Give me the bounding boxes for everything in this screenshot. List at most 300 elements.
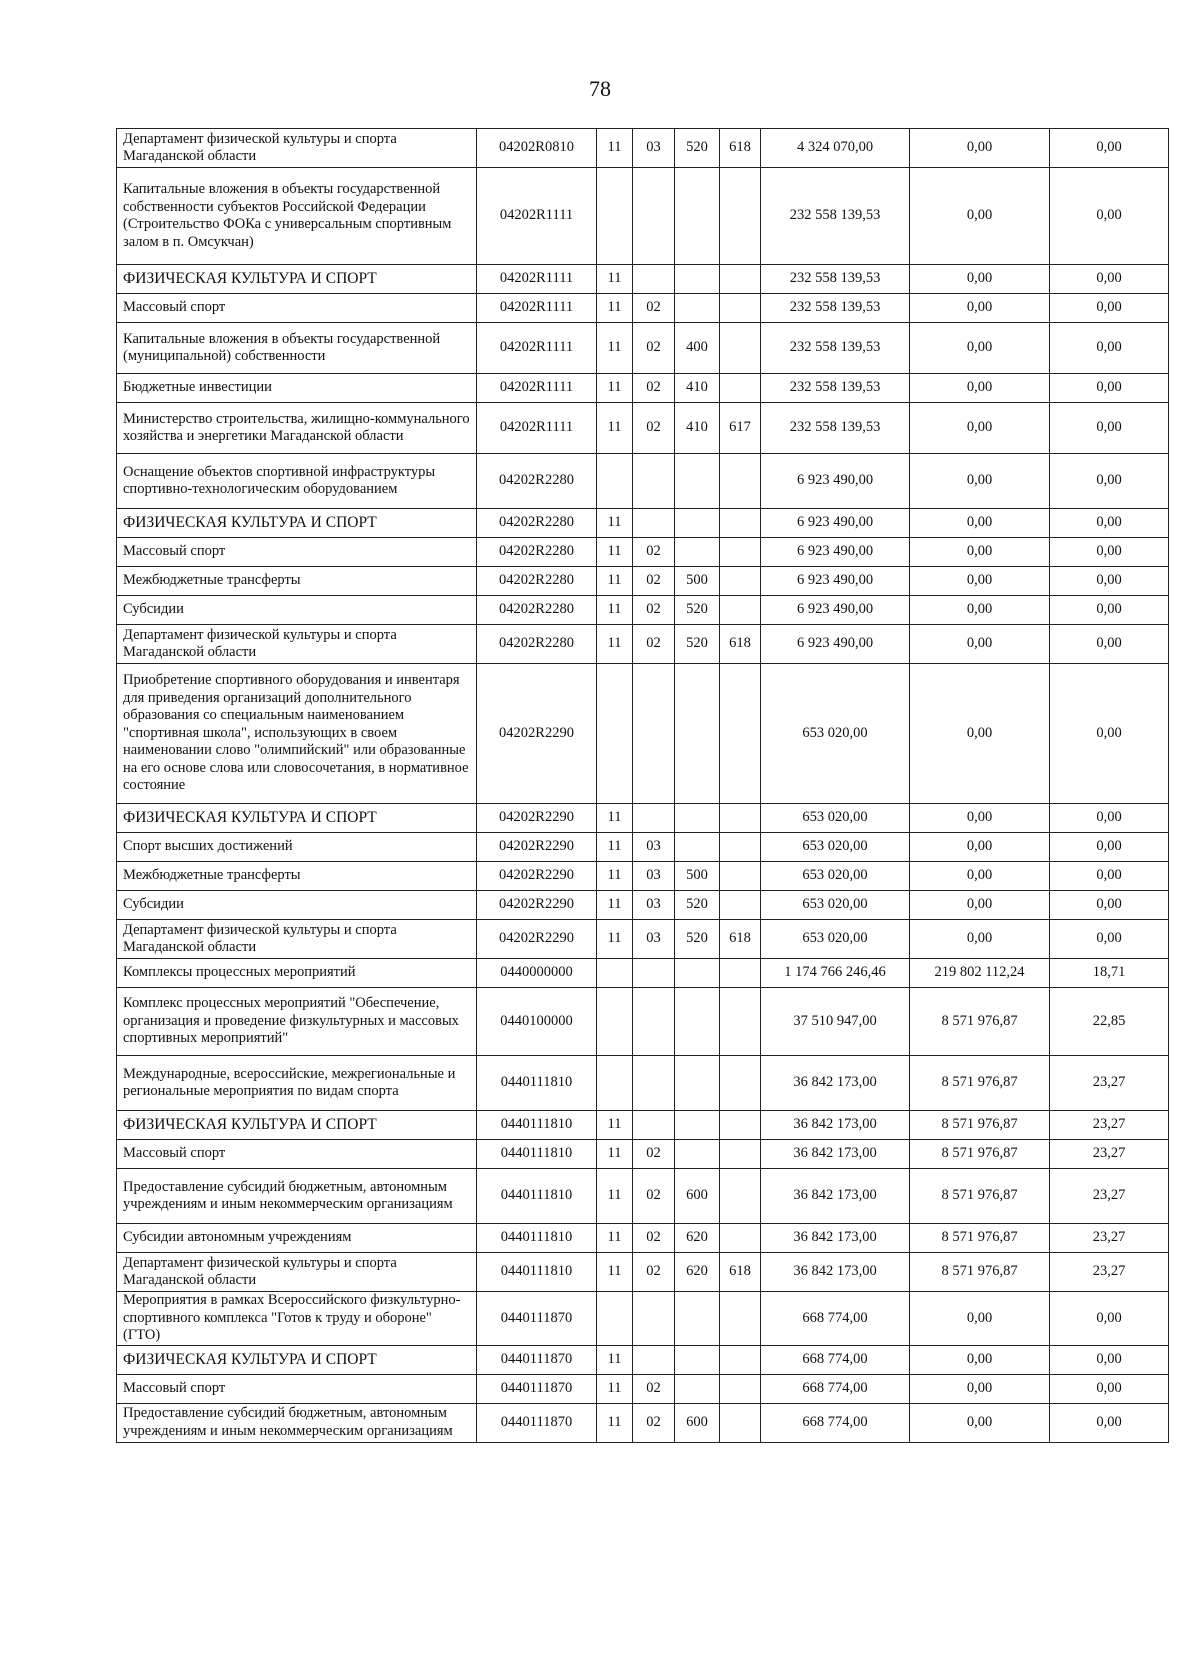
row-plan-amount-cell: 653 020,00 (761, 920, 910, 959)
table-row (117, 265, 1169, 294)
row-expense-type-cell (675, 959, 720, 988)
row-admin-code-cell: 618 (720, 129, 761, 168)
table-row (117, 294, 1169, 323)
row-section-cell (597, 959, 633, 988)
row-percent-cell: 0,00 (1050, 454, 1169, 509)
row-section-cell: 11 (597, 1253, 633, 1292)
row-plan-amount-cell: 232 558 139,53 (761, 323, 910, 374)
row-fact-amount-cell: 0,00 (910, 1403, 1050, 1442)
row-subsection-cell: 02 (633, 1224, 675, 1253)
row-expense-type-cell (675, 988, 720, 1056)
row-subsection-cell: 03 (633, 862, 675, 891)
table-row (117, 403, 1169, 454)
row-admin-code-cell (720, 1374, 761, 1403)
row-expense-type-cell: 410 (675, 374, 720, 403)
row-name-cell: Международные, всероссийские, межрегиональные и региональные мероприятия по видам спорта (117, 1056, 477, 1111)
row-admin-code-cell (720, 168, 761, 265)
row-section-cell: 11 (597, 567, 633, 596)
row-admin-code-cell (720, 959, 761, 988)
row-expense-type-cell (675, 1345, 720, 1374)
row-section-cell (597, 664, 633, 804)
row-percent-cell: 0,00 (1050, 265, 1169, 294)
row-name-cell: Субсидии (117, 891, 477, 920)
row-plan-amount-cell: 6 923 490,00 (761, 625, 910, 664)
row-name-cell: ФИЗИЧЕСКАЯ КУЛЬТУРА И СПОРТ (117, 1345, 477, 1374)
row-subsection-cell (633, 664, 675, 804)
row-percent-cell: 22,85 (1050, 988, 1169, 1056)
row-fact-amount-cell: 0,00 (910, 1292, 1050, 1346)
row-subsection-cell (633, 1056, 675, 1111)
row-percent-cell: 0,00 (1050, 1403, 1169, 1442)
row-fact-amount-cell: 0,00 (910, 1345, 1050, 1374)
row-code-cell: 04202R2290 (477, 804, 597, 833)
row-section-cell: 11 (597, 596, 633, 625)
row-code-cell: 04202R2280 (477, 538, 597, 567)
row-percent-cell: 0,00 (1050, 625, 1169, 664)
row-code-cell: 04202R2280 (477, 509, 597, 538)
row-fact-amount-cell: 0,00 (910, 168, 1050, 265)
row-fact-amount-cell: 0,00 (910, 129, 1050, 168)
table-row (117, 1403, 1169, 1442)
row-subsection-cell (633, 1111, 675, 1140)
row-subsection-cell (633, 509, 675, 538)
row-subsection-cell: 02 (633, 1253, 675, 1292)
row-subsection-cell: 02 (633, 625, 675, 664)
row-section-cell (597, 988, 633, 1056)
table-row (117, 1374, 1169, 1403)
row-plan-amount-cell: 232 558 139,53 (761, 265, 910, 294)
row-admin-code-cell (720, 1169, 761, 1224)
row-fact-amount-cell: 0,00 (910, 625, 1050, 664)
row-code-cell: 0440111870 (477, 1292, 597, 1346)
row-fact-amount-cell: 219 802 112,24 (910, 959, 1050, 988)
row-admin-code-cell (720, 454, 761, 509)
row-section-cell: 11 (597, 374, 633, 403)
row-code-cell: 0440111810 (477, 1056, 597, 1111)
row-admin-code-cell (720, 1224, 761, 1253)
row-fact-amount-cell: 0,00 (910, 567, 1050, 596)
row-fact-amount-cell: 0,00 (910, 664, 1050, 804)
row-expense-type-cell (675, 1111, 720, 1140)
row-section-cell: 11 (597, 625, 633, 664)
table-row (117, 1292, 1169, 1346)
row-section-cell (597, 454, 633, 509)
row-section-cell (597, 168, 633, 265)
row-plan-amount-cell: 36 842 173,00 (761, 1111, 910, 1140)
row-plan-amount-cell: 6 923 490,00 (761, 509, 910, 538)
row-fact-amount-cell: 0,00 (910, 374, 1050, 403)
row-admin-code-cell: 618 (720, 1253, 761, 1292)
row-subsection-cell: 02 (633, 1140, 675, 1169)
row-code-cell: 04202R1111 (477, 323, 597, 374)
row-section-cell: 11 (597, 129, 633, 168)
row-percent-cell: 0,00 (1050, 294, 1169, 323)
row-section-cell: 11 (597, 1224, 633, 1253)
row-admin-code-cell: 618 (720, 920, 761, 959)
row-name-cell: Капитальные вложения в объекты государственной (муниципальной) собственности (117, 323, 477, 374)
table-row (117, 1253, 1169, 1292)
row-percent-cell: 0,00 (1050, 596, 1169, 625)
row-expense-type-cell (675, 1056, 720, 1111)
row-section-cell: 11 (597, 509, 633, 538)
row-percent-cell: 23,27 (1050, 1140, 1169, 1169)
row-name-cell: Субсидии (117, 596, 477, 625)
row-expense-type-cell: 410 (675, 403, 720, 454)
row-name-cell: Межбюджетные трансферты (117, 567, 477, 596)
row-expense-type-cell: 500 (675, 567, 720, 596)
row-fact-amount-cell: 8 571 976,87 (910, 1169, 1050, 1224)
table-row (117, 168, 1169, 265)
row-plan-amount-cell: 653 020,00 (761, 862, 910, 891)
row-admin-code-cell: 617 (720, 403, 761, 454)
row-name-cell: Бюджетные инвестиции (117, 374, 477, 403)
row-plan-amount-cell: 6 923 490,00 (761, 454, 910, 509)
row-name-cell: Массовый спорт (117, 1140, 477, 1169)
row-expense-type-cell (675, 1374, 720, 1403)
row-admin-code-cell (720, 538, 761, 567)
row-plan-amount-cell: 668 774,00 (761, 1345, 910, 1374)
table-row (117, 374, 1169, 403)
row-percent-cell: 23,27 (1050, 1224, 1169, 1253)
row-subsection-cell (633, 454, 675, 509)
row-fact-amount-cell: 0,00 (910, 596, 1050, 625)
row-plan-amount-cell: 232 558 139,53 (761, 168, 910, 265)
row-section-cell: 11 (597, 833, 633, 862)
row-section-cell: 11 (597, 294, 633, 323)
row-subsection-cell: 02 (633, 596, 675, 625)
row-admin-code-cell (720, 294, 761, 323)
row-name-cell: Мероприятия в рамках Всероссийского физкультурно-спортивного комплекса "Готов к труду и обороне" (ГТО) (117, 1292, 477, 1346)
row-subsection-cell (633, 804, 675, 833)
row-expense-type-cell: 620 (675, 1253, 720, 1292)
row-fact-amount-cell: 8 571 976,87 (910, 1253, 1050, 1292)
row-section-cell: 11 (597, 862, 633, 891)
row-percent-cell: 23,27 (1050, 1253, 1169, 1292)
row-admin-code-cell (720, 1403, 761, 1442)
row-percent-cell: 0,00 (1050, 567, 1169, 596)
row-admin-code-cell (720, 862, 761, 891)
row-subsection-cell: 03 (633, 833, 675, 862)
row-expense-type-cell (675, 538, 720, 567)
row-subsection-cell: 03 (633, 920, 675, 959)
row-admin-code-cell: 618 (720, 625, 761, 664)
row-percent-cell: 0,00 (1050, 1374, 1169, 1403)
row-subsection-cell: 02 (633, 294, 675, 323)
row-name-cell: Комплексы процессных мероприятий (117, 959, 477, 988)
row-name-cell: Капитальные вложения в объекты государственной собственности субъектов Российской Федерации (Строительство ФОКа с универсальным спортивным залом в п. Омсукчан) (117, 168, 477, 265)
row-name-cell: ФИЗИЧЕСКАЯ КУЛЬТУРА И СПОРТ (117, 509, 477, 538)
row-percent-cell: 0,00 (1050, 374, 1169, 403)
row-code-cell: 04202R2290 (477, 920, 597, 959)
row-name-cell: Массовый спорт (117, 294, 477, 323)
row-name-cell: Массовый спорт (117, 1374, 477, 1403)
row-plan-amount-cell: 668 774,00 (761, 1374, 910, 1403)
row-section-cell: 11 (597, 804, 633, 833)
row-subsection-cell: 02 (633, 323, 675, 374)
row-section-cell: 11 (597, 1140, 633, 1169)
row-percent-cell: 0,00 (1050, 804, 1169, 833)
row-subsection-cell (633, 1345, 675, 1374)
row-code-cell: 04202R2290 (477, 833, 597, 862)
row-percent-cell: 0,00 (1050, 168, 1169, 265)
table-row (117, 804, 1169, 833)
row-subsection-cell: 02 (633, 1403, 675, 1442)
page-number: 78 (589, 76, 611, 101)
row-plan-amount-cell: 668 774,00 (761, 1403, 910, 1442)
row-expense-type-cell: 520 (675, 891, 720, 920)
row-fact-amount-cell: 0,00 (910, 403, 1050, 454)
row-code-cell: 04202R1111 (477, 374, 597, 403)
row-section-cell: 11 (597, 1374, 633, 1403)
row-plan-amount-cell: 653 020,00 (761, 804, 910, 833)
row-plan-amount-cell: 653 020,00 (761, 891, 910, 920)
row-plan-amount-cell: 6 923 490,00 (761, 538, 910, 567)
row-admin-code-cell (720, 988, 761, 1056)
row-fact-amount-cell: 8 571 976,87 (910, 1224, 1050, 1253)
row-code-cell: 04202R2290 (477, 664, 597, 804)
row-admin-code-cell (720, 1111, 761, 1140)
row-fact-amount-cell: 0,00 (910, 1374, 1050, 1403)
row-admin-code-cell (720, 567, 761, 596)
table-row (117, 538, 1169, 567)
row-plan-amount-cell: 4 324 070,00 (761, 129, 910, 168)
row-subsection-cell: 03 (633, 891, 675, 920)
row-name-cell: Межбюджетные трансферты (117, 862, 477, 891)
row-code-cell: 0440111870 (477, 1345, 597, 1374)
row-code-cell: 0440100000 (477, 988, 597, 1056)
row-percent-cell: 0,00 (1050, 538, 1169, 567)
row-name-cell: ФИЗИЧЕСКАЯ КУЛЬТУРА И СПОРТ (117, 1111, 477, 1140)
row-fact-amount-cell: 0,00 (910, 294, 1050, 323)
row-plan-amount-cell: 37 510 947,00 (761, 988, 910, 1056)
row-fact-amount-cell: 0,00 (910, 920, 1050, 959)
row-code-cell: 04202R2290 (477, 891, 597, 920)
row-fact-amount-cell: 0,00 (910, 891, 1050, 920)
row-code-cell: 04202R2290 (477, 862, 597, 891)
row-fact-amount-cell: 0,00 (910, 804, 1050, 833)
budget-table (116, 128, 1169, 1443)
row-subsection-cell: 02 (633, 538, 675, 567)
row-plan-amount-cell: 232 558 139,53 (761, 403, 910, 454)
row-expense-type-cell (675, 1292, 720, 1346)
table-row (117, 1169, 1169, 1224)
row-code-cell: 0440111870 (477, 1403, 597, 1442)
row-name-cell: Приобретение спортивного оборудования и инвентаря для приведения организаций дополнительного образования со специальным наименованием "спортивная школа", использующих в своем наименовании слово "олимпийский" или образованные на его основе слова или словосочетания, в нормативное состояние (117, 664, 477, 804)
row-plan-amount-cell: 653 020,00 (761, 833, 910, 862)
row-fact-amount-cell: 8 571 976,87 (910, 1140, 1050, 1169)
row-percent-cell: 0,00 (1050, 833, 1169, 862)
row-percent-cell: 0,00 (1050, 1345, 1169, 1374)
row-expense-type-cell: 600 (675, 1169, 720, 1224)
row-fact-amount-cell: 0,00 (910, 538, 1050, 567)
row-subsection-cell: 02 (633, 1374, 675, 1403)
row-plan-amount-cell: 36 842 173,00 (761, 1056, 910, 1111)
row-fact-amount-cell: 0,00 (910, 323, 1050, 374)
row-fact-amount-cell: 0,00 (910, 265, 1050, 294)
row-plan-amount-cell: 36 842 173,00 (761, 1169, 910, 1224)
row-percent-cell: 23,27 (1050, 1056, 1169, 1111)
row-section-cell: 11 (597, 1345, 633, 1374)
row-percent-cell: 0,00 (1050, 1292, 1169, 1346)
row-name-cell: Департамент физической культуры и спорта Магаданской области (117, 1253, 477, 1292)
table-row (117, 625, 1169, 664)
row-percent-cell: 0,00 (1050, 509, 1169, 538)
row-expense-type-cell (675, 265, 720, 294)
row-code-cell: 04202R1111 (477, 265, 597, 294)
row-subsection-cell (633, 1292, 675, 1346)
row-section-cell: 11 (597, 538, 633, 567)
row-subsection-cell (633, 959, 675, 988)
table-row (117, 891, 1169, 920)
row-admin-code-cell (720, 323, 761, 374)
row-section-cell (597, 1292, 633, 1346)
row-subsection-cell: 02 (633, 1169, 675, 1224)
row-fact-amount-cell: 8 571 976,87 (910, 988, 1050, 1056)
row-name-cell: Департамент физической культуры и спорта Магаданской области (117, 625, 477, 664)
row-section-cell: 11 (597, 1403, 633, 1442)
row-name-cell: Предоставление субсидий бюджетным, автономным учреждениям и иным некоммерческим организациям (117, 1169, 477, 1224)
row-expense-type-cell: 500 (675, 862, 720, 891)
row-expense-type-cell: 520 (675, 596, 720, 625)
row-subsection-cell (633, 168, 675, 265)
row-name-cell: ФИЗИЧЕСКАЯ КУЛЬТУРА И СПОРТ (117, 265, 477, 294)
row-name-cell: Комплекс процессных мероприятий "Обеспечение, организация и проведение физкультурных и массовых спортивных мероприятий" (117, 988, 477, 1056)
row-name-cell: Оснащение объектов спортивной инфраструктуры спортивно-технологическим оборудованием (117, 454, 477, 509)
table-row (117, 129, 1169, 168)
row-name-cell: Спорт высших достижений (117, 833, 477, 862)
table-row (117, 596, 1169, 625)
row-code-cell: 0440111870 (477, 1374, 597, 1403)
row-fact-amount-cell: 0,00 (910, 454, 1050, 509)
row-name-cell: ФИЗИЧЕСКАЯ КУЛЬТУРА И СПОРТ (117, 804, 477, 833)
row-code-cell: 04202R1111 (477, 294, 597, 323)
row-code-cell: 04202R1111 (477, 403, 597, 454)
table-row (117, 1345, 1169, 1374)
row-section-cell: 11 (597, 323, 633, 374)
table-row (117, 567, 1169, 596)
row-section-cell: 11 (597, 265, 633, 294)
row-subsection-cell: 02 (633, 403, 675, 454)
row-percent-cell: 0,00 (1050, 403, 1169, 454)
row-section-cell: 11 (597, 1169, 633, 1224)
row-percent-cell: 0,00 (1050, 862, 1169, 891)
row-fact-amount-cell: 0,00 (910, 833, 1050, 862)
row-expense-type-cell (675, 1140, 720, 1169)
row-admin-code-cell (720, 804, 761, 833)
row-admin-code-cell (720, 1345, 761, 1374)
table-row (117, 323, 1169, 374)
row-code-cell: 0440111810 (477, 1169, 597, 1224)
table-row (117, 664, 1169, 804)
table-row (117, 920, 1169, 959)
row-code-cell: 0440111810 (477, 1111, 597, 1140)
row-plan-amount-cell: 653 020,00 (761, 664, 910, 804)
table-row (117, 1224, 1169, 1253)
row-plan-amount-cell: 1 174 766 246,46 (761, 959, 910, 988)
row-percent-cell: 0,00 (1050, 664, 1169, 804)
row-name-cell: Предоставление субсидий бюджетным, автономным учреждениям и иным некоммерческим организациям (117, 1403, 477, 1442)
row-percent-cell: 23,27 (1050, 1169, 1169, 1224)
row-code-cell: 0440111810 (477, 1140, 597, 1169)
row-expense-type-cell: 400 (675, 323, 720, 374)
row-admin-code-cell (720, 664, 761, 804)
row-admin-code-cell (720, 1292, 761, 1346)
table-row (117, 833, 1169, 862)
table-row (117, 988, 1169, 1056)
table-row (117, 1111, 1169, 1140)
row-code-cell: 04202R2280 (477, 567, 597, 596)
row-expense-type-cell: 520 (675, 920, 720, 959)
table-row (117, 1056, 1169, 1111)
row-code-cell: 04202R2280 (477, 454, 597, 509)
table-row (117, 1140, 1169, 1169)
row-percent-cell: 0,00 (1050, 891, 1169, 920)
row-fact-amount-cell: 0,00 (910, 862, 1050, 891)
table-row (117, 509, 1169, 538)
row-code-cell: 04202R2280 (477, 596, 597, 625)
row-plan-amount-cell: 36 842 173,00 (761, 1140, 910, 1169)
row-plan-amount-cell: 36 842 173,00 (761, 1224, 910, 1253)
row-expense-type-cell: 620 (675, 1224, 720, 1253)
row-plan-amount-cell: 232 558 139,53 (761, 374, 910, 403)
row-admin-code-cell (720, 374, 761, 403)
row-admin-code-cell (720, 596, 761, 625)
row-percent-cell: 18,71 (1050, 959, 1169, 988)
row-percent-cell: 0,00 (1050, 129, 1169, 168)
row-plan-amount-cell: 6 923 490,00 (761, 596, 910, 625)
row-subsection-cell (633, 988, 675, 1056)
row-subsection-cell: 03 (633, 129, 675, 168)
row-code-cell: 04202R2280 (477, 625, 597, 664)
row-admin-code-cell (720, 265, 761, 294)
row-expense-type-cell (675, 804, 720, 833)
row-expense-type-cell (675, 833, 720, 862)
row-expense-type-cell (675, 294, 720, 323)
budget-table-body (117, 129, 1169, 1443)
table-row (117, 862, 1169, 891)
row-code-cell: 0440111810 (477, 1253, 597, 1292)
row-subsection-cell: 02 (633, 567, 675, 596)
row-percent-cell: 0,00 (1050, 323, 1169, 374)
row-admin-code-cell (720, 833, 761, 862)
row-plan-amount-cell: 6 923 490,00 (761, 567, 910, 596)
row-name-cell: Субсидии автономным учреждениям (117, 1224, 477, 1253)
row-expense-type-cell (675, 664, 720, 804)
row-admin-code-cell (720, 1056, 761, 1111)
row-code-cell: 0440000000 (477, 959, 597, 988)
row-admin-code-cell (720, 509, 761, 538)
row-percent-cell: 0,00 (1050, 920, 1169, 959)
row-expense-type-cell (675, 454, 720, 509)
table-row (117, 959, 1169, 988)
row-name-cell: Массовый спорт (117, 538, 477, 567)
row-name-cell: Министерство строительства, жилищно-коммунального хозяйства и энергетики Магаданской области (117, 403, 477, 454)
row-plan-amount-cell: 232 558 139,53 (761, 294, 910, 323)
row-section-cell: 11 (597, 920, 633, 959)
row-section-cell: 11 (597, 403, 633, 454)
row-code-cell: 04202R1111 (477, 168, 597, 265)
row-section-cell (597, 1056, 633, 1111)
row-fact-amount-cell: 8 571 976,87 (910, 1056, 1050, 1111)
row-fact-amount-cell: 0,00 (910, 509, 1050, 538)
row-plan-amount-cell: 668 774,00 (761, 1292, 910, 1346)
table-row (117, 454, 1169, 509)
row-code-cell: 0440111810 (477, 1224, 597, 1253)
row-code-cell: 04202R0810 (477, 129, 597, 168)
row-subsection-cell (633, 265, 675, 294)
row-plan-amount-cell: 36 842 173,00 (761, 1253, 910, 1292)
row-admin-code-cell (720, 891, 761, 920)
